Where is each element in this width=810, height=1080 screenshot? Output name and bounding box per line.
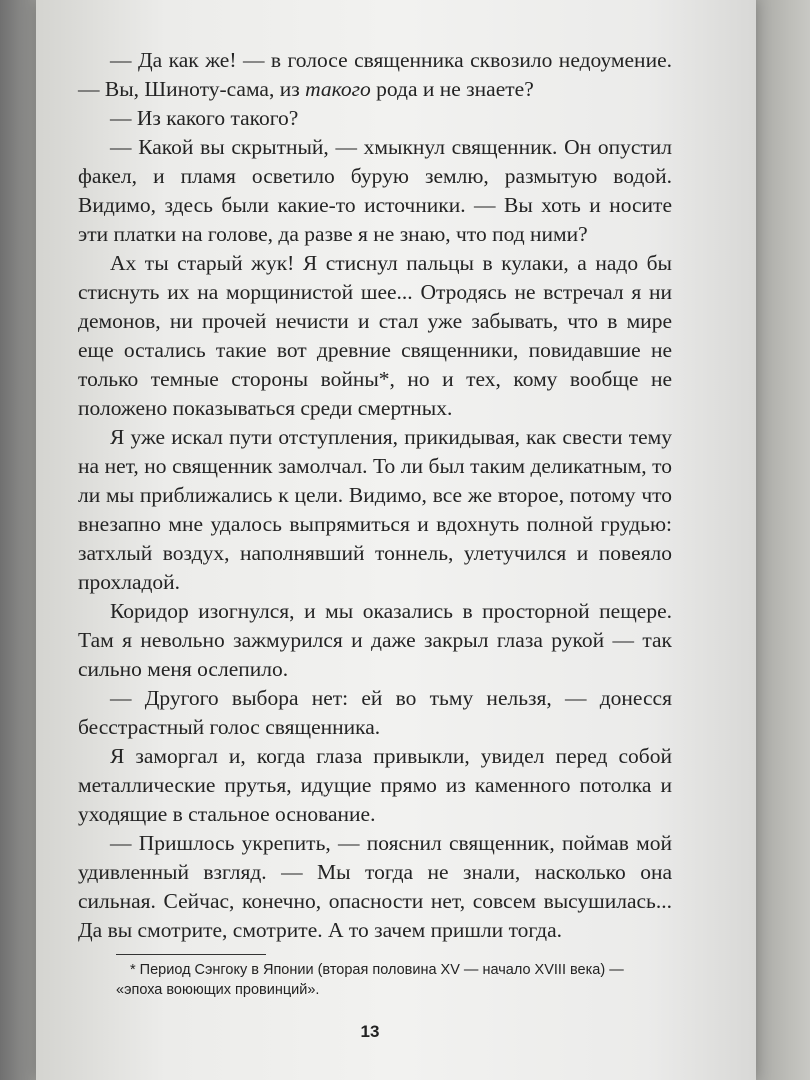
footnote-divider <box>116 954 266 955</box>
paragraph: — Из какого такого? <box>110 106 299 130</box>
background-surface <box>756 0 810 1080</box>
emphasis: такого <box>305 77 371 101</box>
paragraph: — Другого выбора нет: ей во тьму нельзя, — донесся бесстрастный голос священника. <box>78 686 672 739</box>
paragraph: — Да как же! — в голосе священника сквозило недоумение. — Вы, Шиноту-сама, из такого рода и не знаете? <box>78 48 672 101</box>
paragraph: Я уже искал пути отступления, прикидывая, как свести тему на нет, но священник замолчал. То ли был таким деликатным, то ли мы приближались к цели. Видимо, все же второе, потому что внезапно мне удалось выпрямиться и вдохнуть полной грудью: затхлый воздух, наполнявший тоннель, улетучился и повеяло прохладой. <box>78 425 672 594</box>
paragraph: Коридор изогнулся, и мы оказались в просторной пещере. Там я невольно зажмурился и даже закрыл глаза рукой — так сильно меня ослепило. <box>78 599 672 681</box>
main-text <box>78 46 672 945</box>
book-spine-shadow <box>0 0 40 1080</box>
paragraph: Ах ты старый жук! Я стиснул пальцы в кулаки, а надо бы стиснуть их на морщинистой шее... Отродясь не встречал я ни демонов, ни прочей нечисти и стал уже забывать, что в мире еще остались такие вот древние священники, повидавшие не только темные стороны войны*, но и тех, кому вообще не положено показываться среди смертных. <box>78 251 672 420</box>
paragraph: — Какой вы скрытный, — хмыкнул священник. Он опустил факел, и пламя осветило бурую землю, размытую водой. Видимо, здесь были какие-то источники. — Вы хоть и носите эти платки на голове, да разве я не знаю, что под ними? <box>78 135 672 246</box>
page-number: 13 <box>360 1022 380 1041</box>
paragraph: — Пришлось укрепить, — пояснил священник, поймав мой удивленный взгляд. — Мы тогда не знали, насколько она сильная. Сейчас, конечно, опасности нет, совсем высушилась... Да вы смотрите, смотрите. А то зачем пришли тогда. <box>78 831 672 942</box>
footnote: * Период Сэнгоку в Японии (вторая половина XV — начало XVIII века) — «эпоха воюющих провинций». <box>116 962 624 998</box>
paragraph: Я заморгал и, когда глаза привыкли, увидел перед собой металлические прутья, идущие прямо из каменного потолка и уходящие в стальное основание. <box>78 744 672 826</box>
